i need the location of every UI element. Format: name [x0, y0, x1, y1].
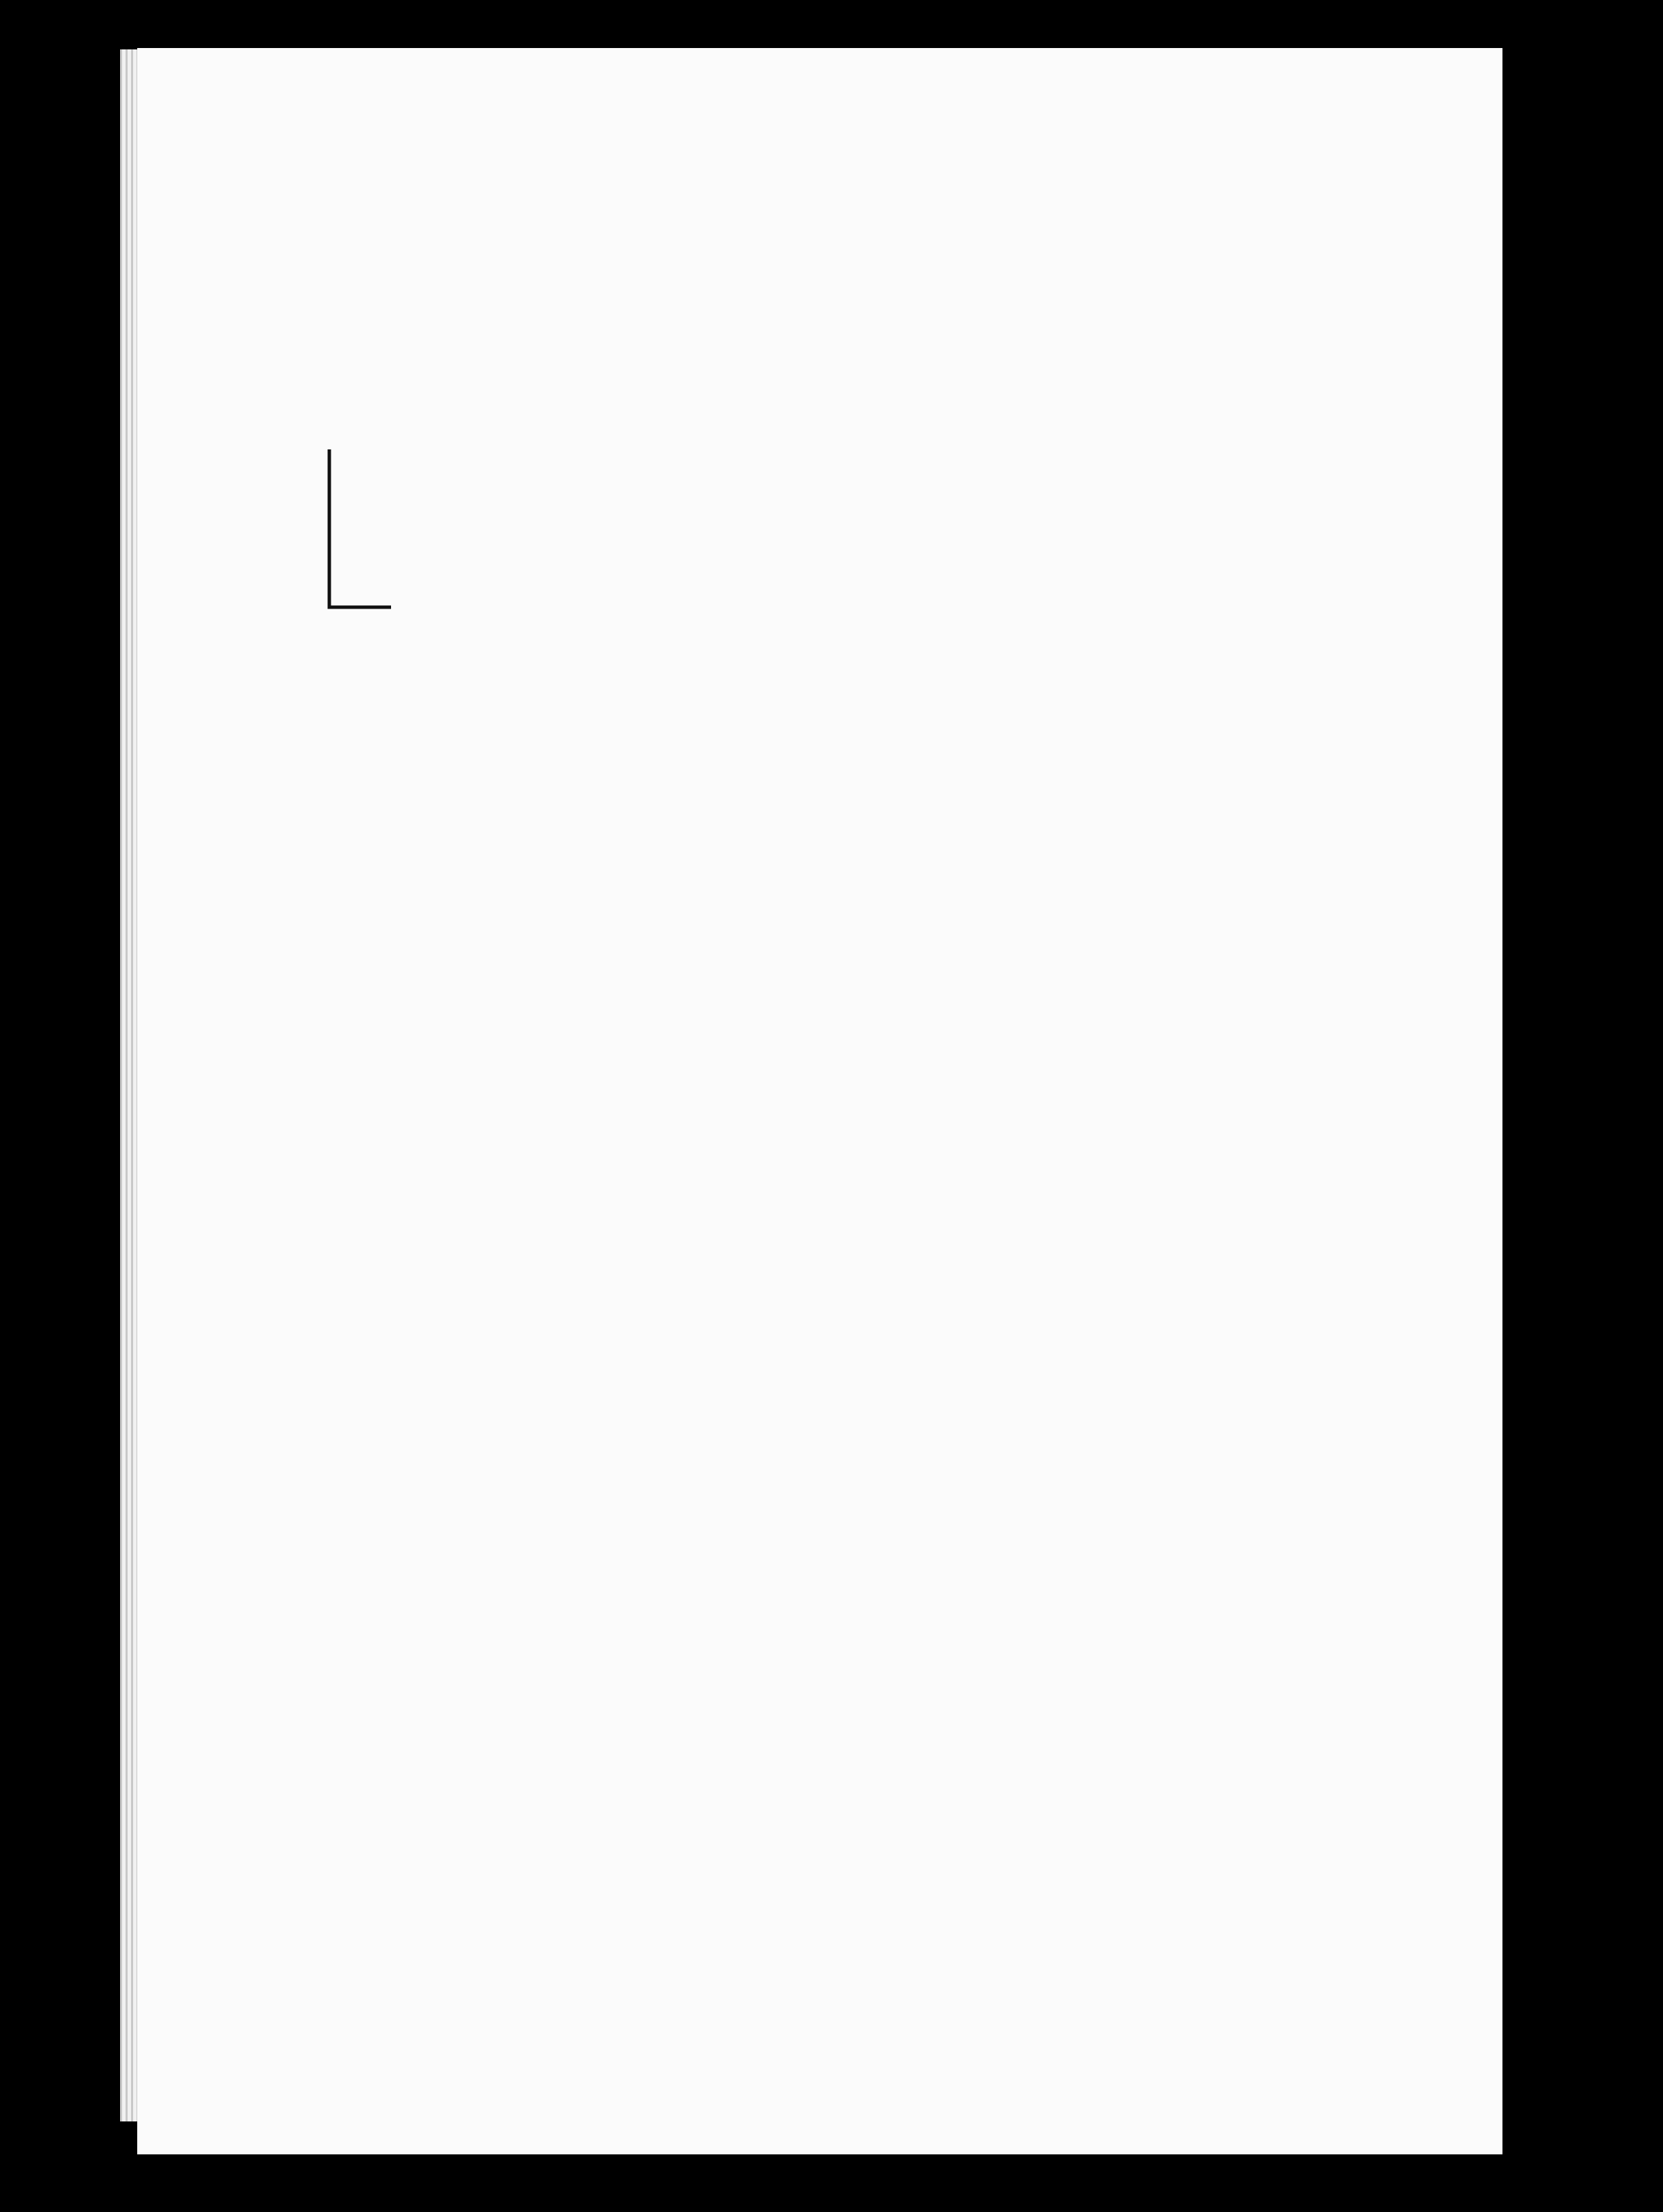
left-page: [137, 48, 1502, 2154]
figure-8-diagram: [316, 360, 590, 662]
